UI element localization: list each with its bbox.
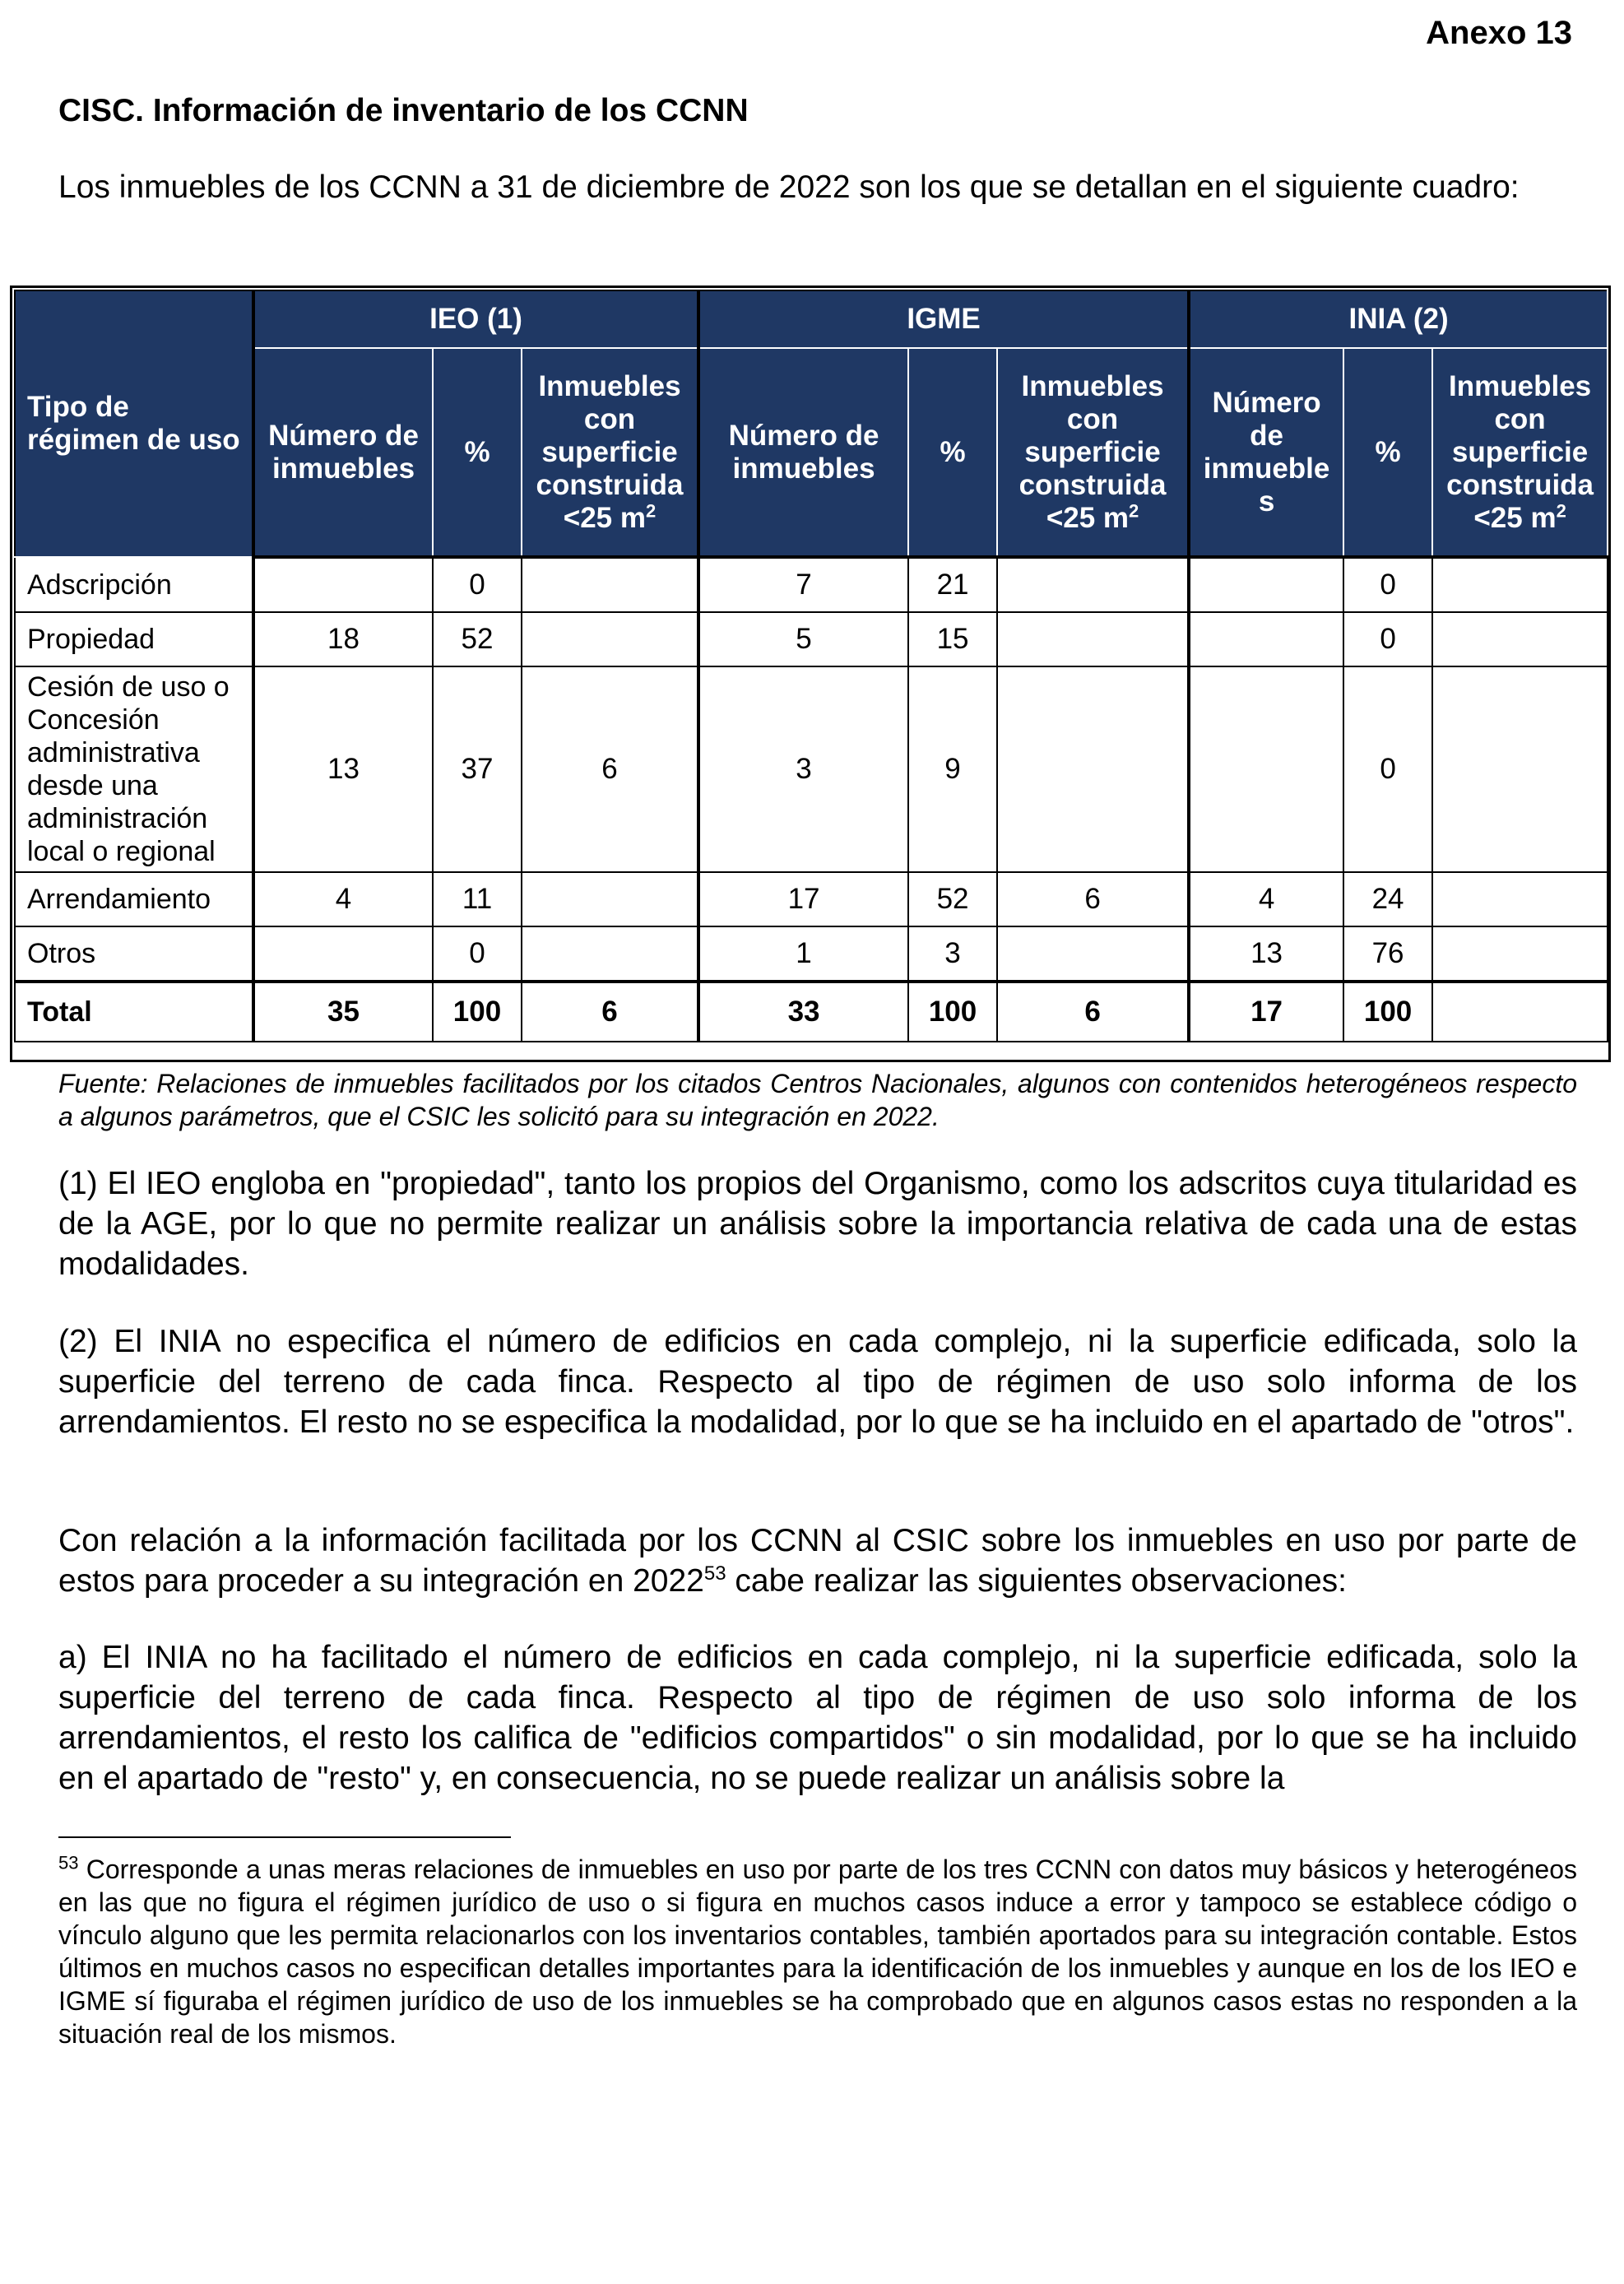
table-cell [997,557,1189,612]
inventory-table [14,290,1608,1042]
footnote-number: 53 [58,1852,79,1873]
total-cell: 100 [1343,982,1432,1042]
row-label: Propiedad [15,612,253,666]
table-cell [1432,926,1608,982]
table-total-row [15,982,1608,1042]
note-1-paragraph: (1) El IEO engloba en "propiedad", tanto los propios del Organismo, como los adscritos cuya titularidad es de la AGE, por lo que no permite realizar un análisis sobre la importancia relativa de cada una de estas modalidades. [58,1166,1577,1282]
col-superficie-inia: Inmuebles con superficie construida <25 $m^2$ [1432,348,1608,557]
row-label: Cesión de uso o Concesión administrativa desde una administración local o regional [15,666,253,872]
total-cell: 35 [253,982,433,1042]
table-cell: 76 [1343,926,1432,982]
col-superficie-ieo: Inmuebles con superficie construida <25 $m^2$ [522,348,698,557]
table-cell [997,612,1189,666]
annex-label: Anexo 13 [1426,15,1572,51]
footnote-53: $^{53}$ Corresponde a unas meras relaciones de inmuebles en uso por parte de los tres CCNN con datos muy básicos y heterogéneos en las que no figura el régimen jurídico de uso o si figura en muchos casos induce a error y tampoco se establece código o vínculo alguno que les permita relacionarlos con los inventarios contables, también aportados para su integración contable. Estos últimos en muchos casos no especifican detalles importantes para la identificación de los inmuebles y aunque en los de los IEO e IGME sí figuraba el régimen jurídico de uso de los inmuebles se ha comprobado que en algunos casos estas no responden a la situación real de los mismos. [58,1852,1577,2049]
table-cell [253,557,433,612]
note-2-paragraph: (2) El INIA no especifica el número de edificios en cada complejo, ni la superficie edificada, solo la superficie del terreno de cada finca. Respecto al tipo de régimen de uso solo informa de los arrendamientos. El resto no se especifica la modalidad, por lo que se ha incluido en el apartado de "otros". [58,1324,1577,1440]
table-cell: 17 [698,872,908,926]
table-cell: 11 [433,872,522,926]
observations-paragraph: Con relación a la información facilitada por los CCNN al CSIC sobre los inmuebles en uso por parte de estos para proceder a su integración en 2022$^{53}$ cabe realizar las siguientes observaciones: [58,1523,1577,1599]
table-cell: 4 [1189,872,1343,926]
table-cell: 21 [908,557,997,612]
col-pct-ieo: % [433,348,522,557]
table-cell: 0 [1343,666,1432,872]
inventory-table-frame [10,286,1611,1062]
table-cell: 52 [433,612,522,666]
table-cell [1189,666,1343,872]
table-cell: 0 [1343,557,1432,612]
table-cell: 37 [433,666,522,872]
table-cell: 6 [522,666,698,872]
group-header-ieo: IEO (1) [253,290,698,348]
observation-a-paragraph: a) El INIA no ha facilitado el número de edificios en cada complejo, ni la superficie edificada, solo la superficie del terreno de cada finca. Respecto al tipo de régimen de uso solo informa de los arrendamientos, el resto los califica de "edificios compartidos" o sin modalidad, por lo que se ha incluido en el apartado de "resto" y, en consecuencia, no se puede realizar un análisis sobre la [58,1640,1577,1796]
total-cell: 17 [1189,982,1343,1042]
table-cell: 0 [1343,612,1432,666]
intro-paragraph: Los inmuebles de los CCNN a 31 de diciembre de 2022 son los que se detallan en el siguiente cuadro: [58,169,1520,205]
table-cell [1432,557,1608,612]
col-numero-inia: Número de inmueble s [1189,348,1343,557]
table-cell [253,926,433,982]
col-superficie-igme: Inmuebles con superficie construida <25 $m^2$ [997,348,1189,557]
table-cell: 7 [698,557,908,612]
table-row [15,926,1608,982]
table-source-note: Fuente: Relaciones de inmuebles facilitados por los citados Centros Nacionales, algunos con contenidos heterogéneos respecto a algunos parámetros, que el CSIC les solicitó para su integración en 2022. [58,1069,1577,1131]
table-cell: 5 [698,612,908,666]
col-numero-igme: Número de inmuebles [698,348,908,557]
table-cell: 0 [433,926,522,982]
table-cell: 13 [1189,926,1343,982]
table-cell [1189,557,1343,612]
total-cell: 6 [997,982,1189,1042]
table-cell: 4 [253,872,433,926]
total-label: Total [15,982,253,1042]
page-title: CISC. Información de inventario de los CCNN [58,93,749,128]
total-cell: 100 [908,982,997,1042]
table-cell [1432,612,1608,666]
total-cell: 33 [698,982,908,1042]
footnote-reference[interactable]: 53 [703,1562,726,1585]
table-cell: 3 [698,666,908,872]
table-cell [522,557,698,612]
table-cell: 0 [433,557,522,612]
table-cell: 18 [253,612,433,666]
table-cell: 1 [698,926,908,982]
group-header-igme: IGME [698,290,1189,348]
table-cell [997,666,1189,872]
col-pct-inia: % [1343,348,1432,557]
table-cell [522,612,698,666]
total-cell [1432,982,1608,1042]
table-cell: 52 [908,872,997,926]
table-cell [522,926,698,982]
table-cell [997,926,1189,982]
footnote-separator [58,1836,511,1838]
table-cell [1432,666,1608,872]
table-row [15,666,1608,872]
table-cell: 3 [908,926,997,982]
table-cell: 15 [908,612,997,666]
table-cell [1189,612,1343,666]
table-cell [1432,872,1608,926]
col-numero-ieo: Número de inmuebles [253,348,433,557]
total-cell: 6 [522,982,698,1042]
col-pct-igme: % [908,348,997,557]
table-row [15,872,1608,926]
row-label: Arrendamiento [15,872,253,926]
table-row [15,612,1608,666]
table-cell: 9 [908,666,997,872]
total-cell: 100 [433,982,522,1042]
table-row [15,557,1608,612]
table-cell: 24 [1343,872,1432,926]
table-cell [522,872,698,926]
row-label: Otros [15,926,253,982]
table-cell: 6 [997,872,1189,926]
row-header: Tipo de régimen de uso [15,290,253,557]
table-cell: 13 [253,666,433,872]
row-label: Adscripción [15,557,253,612]
group-header-inia: INIA (2) [1189,290,1608,348]
